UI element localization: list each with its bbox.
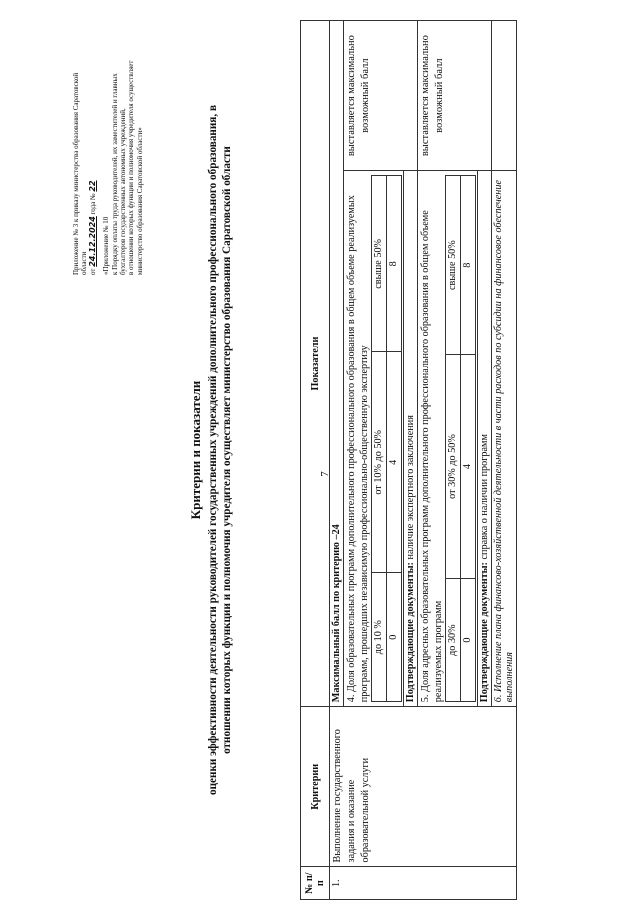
row-number: 1.	[330, 867, 517, 900]
ind5-range-2: от 30% до 50%	[446, 354, 461, 578]
appendix-line-3: к Порядку оплаты труда руководителей, их заместителей и главных бухгалтеров государственных автономных учреждений,	[110, 73, 128, 275]
title-main: Критерии и показатели	[188, 380, 203, 520]
header-num: № п/п	[301, 867, 330, 900]
appendix-note	[72, 60, 149, 275]
appendix-year-suffix: года №	[88, 193, 97, 215]
criteria-table	[300, 20, 517, 900]
ind4-range-1: до 10 %	[372, 573, 387, 702]
criterion-name: Выполнение государственного задания и оказание образовательной услуги	[330, 707, 517, 867]
ind4-score-2: 4	[387, 352, 402, 573]
header-criteria: Критерии	[301, 707, 330, 867]
indicator-5-text: 5. Доля адресных образовательных программ дополнительного профессионального образования в общем объеме реализуемых программ	[420, 210, 444, 703]
indicator-4-cell	[344, 171, 404, 707]
indicator-4-scale	[371, 175, 402, 702]
table-header-row	[301, 21, 330, 900]
header-indicators: Показатели	[301, 21, 330, 707]
indicator-5-docs	[478, 171, 492, 707]
appendix-date-prefix: от	[88, 268, 97, 275]
appendix-line-4: в отношении которых функции и полномочия учредителя осуществляет министерство образования Саратовской области»	[127, 60, 144, 275]
appendix-line-1: Приложение № 3 к приказу министерства образования Саратовской области	[72, 72, 89, 275]
ind5-range-1: до 30%	[446, 579, 461, 702]
ind5-docs-label: Подтверждающие документы:	[479, 562, 490, 703]
table-row	[330, 21, 344, 900]
ind4-score-1: 0	[387, 573, 402, 702]
max-score: Максимальный балл по критерию –24	[330, 21, 344, 707]
ind5-score-2: 4	[461, 354, 476, 578]
indicator-5-note: выставляется максимально возможный балл	[418, 21, 492, 171]
appendix-line-2: «Приложение № 10	[102, 216, 111, 275]
handwritten-date: 24.12.2024	[87, 216, 97, 267]
page-number: 7	[318, 471, 331, 477]
title-subtitle: оценки эффективности деятельности руководителей государственных учреждений дополнительного профессионального образования, в отношении которых функции и полномочия учредителя осуществляет министерство образования Саратовской области	[207, 105, 233, 795]
ind5-score-3: 8	[461, 176, 476, 355]
ind5-score-1: 0	[461, 579, 476, 702]
indicator-5-scale	[445, 175, 476, 702]
ind4-score-3: 8	[387, 176, 402, 352]
ind5-docs-text: справка о наличии программ	[479, 434, 490, 560]
indicator-6-note	[492, 21, 517, 171]
ind4-range-2: от 10% до 50%	[372, 352, 387, 573]
ind4-range-3: свыше 50%	[372, 176, 387, 352]
ind5-range-3: свыше 50%	[446, 176, 461, 355]
handwritten-number: 22	[87, 180, 97, 192]
ind4-docs-label: Подтверждающие документы:	[405, 562, 416, 703]
document-title	[188, 90, 234, 810]
indicator-4-note: выставляется максимально возможный балл	[344, 21, 418, 171]
indicator-4-text: 4. Доля образовательных программ дополнительного профессионального образования в общем объеме реализуемых программ, прошедших независимую профессионально-общественную экспертизу	[346, 195, 370, 703]
ind4-docs-text: наличие экспертного заключения	[405, 415, 416, 560]
indicator-6-text: 6. Исполнение плана финансово-хозяйственной деятельности в части расходов по субсидии на финансовое обеспечение выполнения	[492, 171, 517, 707]
indicator-5-cell	[418, 171, 478, 707]
indicator-4-docs	[404, 171, 418, 707]
